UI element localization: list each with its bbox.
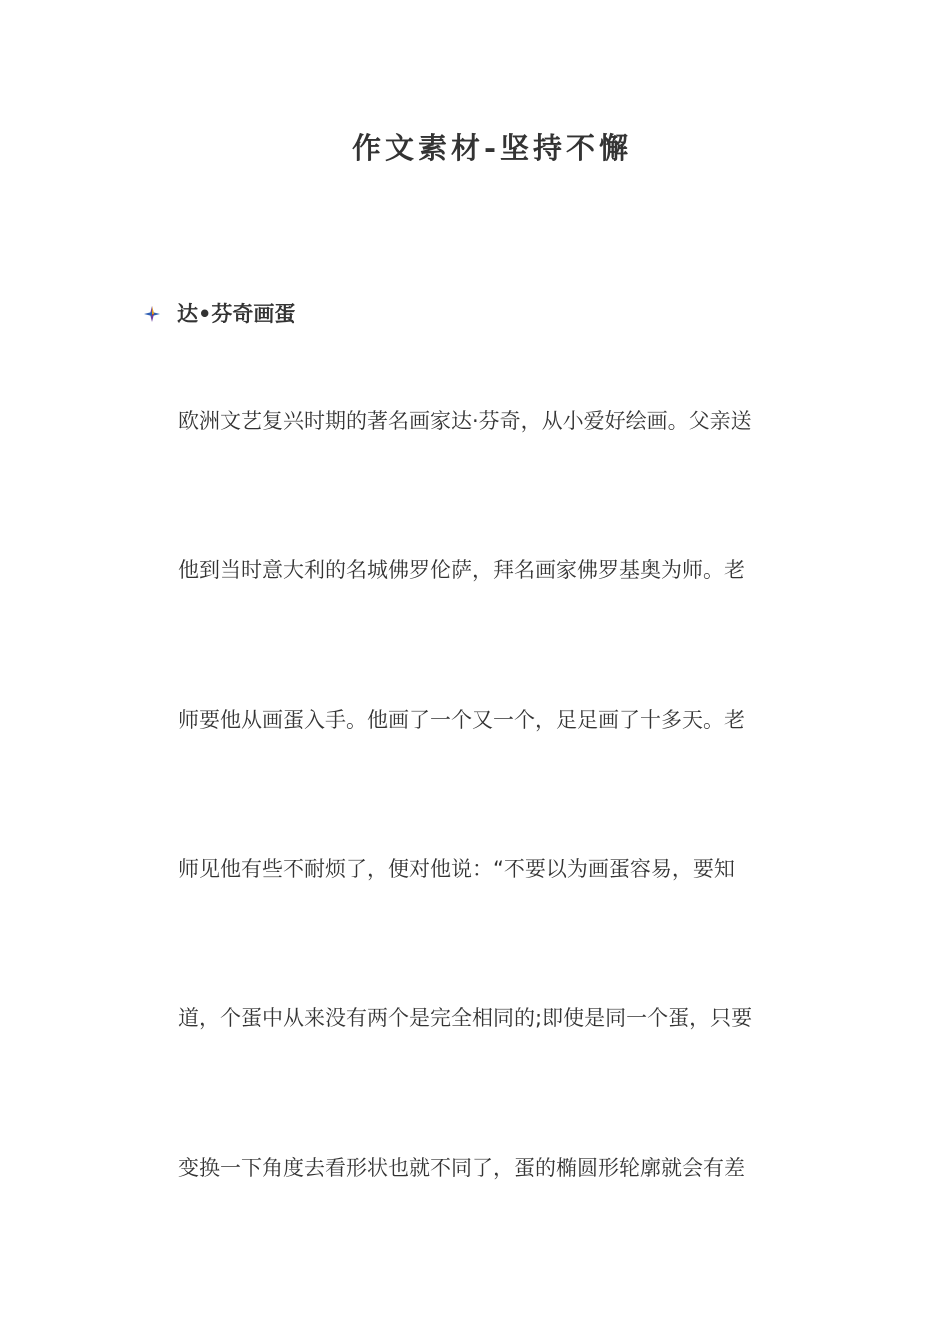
- paragraph-line: 道，个蛋中从来没有两个是完全相同的;即使是同一个蛋，只要: [178, 1006, 753, 1030]
- page-title: 作文素材-坚持不懈: [351, 131, 633, 165]
- diamond-star-bullet-icon: [143, 305, 161, 323]
- paragraph-line: 师要他从画蛋入手。他画了一个又一个，足足画了十多天。老: [178, 708, 745, 732]
- paragraph-line: 他到当时意大利的名城佛罗伦萨，拜名画家佛罗基奥为师。老: [178, 558, 745, 582]
- section-heading: [143, 296, 295, 332]
- paragraph-line: 欧洲文艺复兴时期的著名画家达·芬奇，从小爱好绘画。父亲送: [178, 409, 752, 433]
- paragraph-line: 师见他有些不耐烦了，便对他说：“不要以为画蛋容易，要知: [178, 857, 735, 881]
- section-heading-text: 达•芬奇画蛋: [177, 302, 296, 326]
- paragraph-line: 变换一下角度去看形状也就不同了，蛋的椭圆形轮廓就会有差: [178, 1156, 745, 1180]
